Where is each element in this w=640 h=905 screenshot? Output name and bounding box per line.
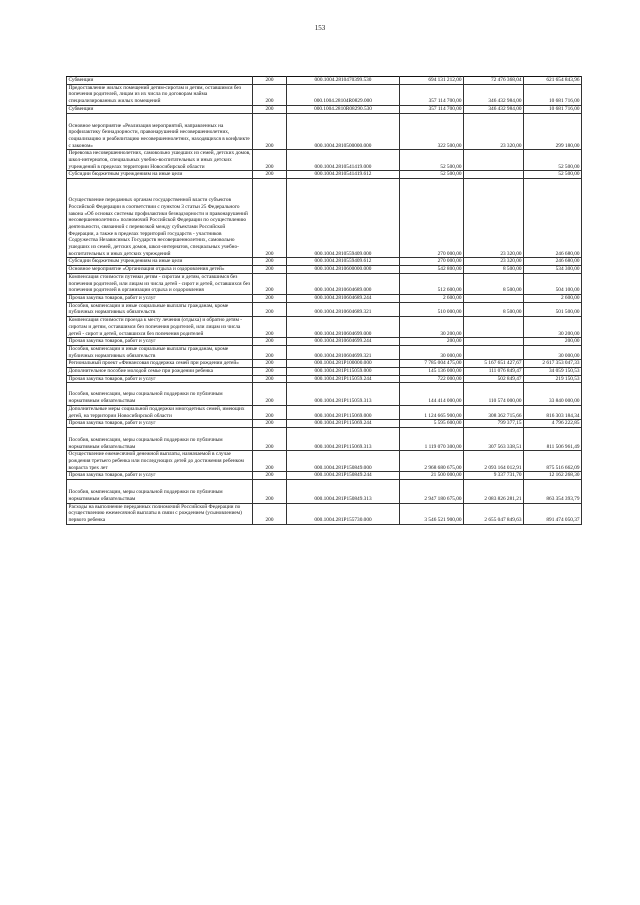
row-code-cell: 200 [253, 345, 287, 359]
row-approved-amount: 722 000,00 [400, 375, 464, 383]
row-name-cell: Предоставление жилых помещений детям-сиротам и детям, оставшимся без попечения родителей, лицам из их числа по договорам найма специализированных жилых помещений [67, 84, 253, 105]
row-name-cell: Пособия, компенсации, меры социальной поддержки по публичным нормативным обязательствам [67, 383, 253, 405]
row-kbk-cell: 000.1004.2810559409.612 [287, 258, 400, 266]
row-code-cell: 200 [253, 266, 287, 274]
row-unexecuted-amount: 30 200,00 [524, 317, 582, 338]
row-unexecuted-amount: 891 474 050,37 [524, 503, 582, 524]
row-code-cell: 200 [253, 273, 287, 294]
row-kbk-cell: 000.1004.2810604699.000 [287, 317, 400, 338]
row-executed-amount: 8 500,00 [464, 273, 524, 294]
row-approved-amount: 144 414 000,00 [400, 383, 464, 405]
table-row [67, 368, 582, 376]
row-executed-amount: 23 320,00 [464, 113, 524, 150]
row-executed-amount [464, 150, 524, 171]
row-kbk-cell: 000.1004.2810600000.000 [287, 266, 400, 274]
row-name-cell: Компенсация стоимости проезда к месту лечения (отдыха) и обратно детям - сиротам и детям, оставшимся без попечения родителей, или лицам из числа детей - сирот и детей, оставшихся без попечения родителей [67, 317, 253, 338]
row-approved-amount: 2 968 680 675,00 [400, 451, 464, 472]
row-approved-amount: 52 500,00 [400, 150, 464, 171]
row-code-cell: 200 [253, 258, 287, 266]
row-executed-amount: 110 574 000,00 [464, 383, 524, 405]
table-row [67, 113, 582, 150]
row-approved-amount: 21 500 000,00 [400, 472, 464, 480]
row-code-cell: 200 [253, 77, 287, 85]
row-name-cell: Прочая закупка товаров, работ и услуг [67, 472, 253, 480]
table-row [67, 383, 582, 405]
row-kbk-cell: 000.1004.28104R0829.000 [287, 84, 400, 105]
row-executed-amount [464, 171, 524, 179]
row-kbk-cell: 000.1004.2810604699.244 [287, 338, 400, 346]
row-executed-amount: 2 093 164 012,91 [464, 451, 524, 472]
row-approved-amount: 7 785 004 475,00 [400, 360, 464, 368]
row-executed-amount: 5 167 651 427,67 [464, 360, 524, 368]
row-name-cell: Прочая закупка товаров, работ и услуг [67, 420, 253, 428]
row-kbk-cell: 000.1004.281P150849.313 [287, 480, 400, 503]
table-row [67, 84, 582, 105]
row-unexecuted-amount: 816 303 184,34 [524, 405, 582, 419]
row-approved-amount: 542 800,00 [400, 266, 464, 274]
row-unexecuted-amount: 34 059 150,53 [524, 368, 582, 376]
table-row [67, 77, 582, 85]
page-number: 153 [314, 24, 326, 32]
row-executed-amount: 307 563 338,51 [464, 427, 524, 450]
row-name-cell: Прочая закупка товаров, работ и услуг [67, 375, 253, 383]
table-row [67, 302, 582, 316]
row-approved-amount: 694 131 212,00 [400, 77, 464, 85]
row-executed-amount [464, 317, 524, 338]
row-executed-amount: 308 362 715,66 [464, 405, 524, 419]
row-unexecuted-amount: 12 162 268,30 [524, 472, 582, 480]
row-unexecuted-amount: 875 516 662,09 [524, 451, 582, 472]
row-unexecuted-amount: 10 681 716,00 [524, 84, 582, 105]
row-unexecuted-amount: 299 180,00 [524, 113, 582, 150]
row-name-cell: Субсидии бюджетным учреждениям на иные цели [67, 258, 253, 266]
table-row [67, 503, 582, 524]
row-kbk-cell: 000.1004.2810604699.321 [287, 345, 400, 359]
row-code-cell: 200 [253, 480, 287, 503]
row-approved-amount: 52 500,00 [400, 171, 464, 179]
row-kbk-cell: 000.1004.281P115059.313 [287, 383, 400, 405]
row-approved-amount: 1 124 665 900,00 [400, 405, 464, 419]
row-name-cell: Основное мероприятие «Реализация мероприятий, направленных на профилактику безнадзорности, правонарушений несовершеннолетних, социализацию и реабилитацию несовершеннолетних, находящихся в конфликте с законом» [67, 113, 253, 150]
row-code-cell: 200 [253, 360, 287, 368]
row-name-cell: Осуществление переданных органам государственной власти субъектов Российской Федерации в соответствии с пунктом 3 статьи 25 Федерального закона «Об основах системы профилактики безнадзорности и правонарушений несовершеннолетних» полномочий Российской Федерации по осуществлению деятельности, связанной с перевозкой между субъектами Российской Федерации, а также в пределах территорий государств - участников Содружества Независимых Государств несовершеннолетних, самовольно ушедших из семей, детских домов, школ-интернатов, специальных учебно-воспитательных и иных детских учреждений [67, 179, 253, 258]
row-executed-amount: 8 500,00 [464, 266, 524, 274]
row-executed-amount [464, 338, 524, 346]
row-approved-amount: 510 000,00 [400, 302, 464, 316]
row-unexecuted-amount: 811 506 961,49 [524, 427, 582, 450]
table-row [67, 480, 582, 503]
row-name-cell: Перевозка несовершеннолетних, самовольно ушедших из семей, детских домов, школ-интернатов, специальных учебно-воспитательных и иных детских учреждений в пределах территории Новосибирской области [68, 150, 251, 170]
row-code-cell: 200 [253, 113, 287, 150]
row-code-cell: 200 [253, 294, 287, 302]
table-row [67, 266, 582, 274]
row-name-cell: Расходы на выполнение переданных полномочий Российской Федерации по осуществлению ежемесячной выплаты в связи с рождением (усыновлением) первого ребенка [67, 503, 253, 524]
table-row [67, 294, 582, 302]
row-executed-amount: 2 083 826 281,21 [464, 480, 524, 503]
row-code-cell: 200 [253, 383, 287, 405]
table-row [67, 472, 582, 480]
row-code-cell: 200 [253, 405, 287, 419]
row-kbk-cell: 000.1004.2810604689.000 [287, 273, 400, 294]
row-kbk-cell: 000.1004.281P155730.000 [287, 503, 400, 524]
table-row [67, 405, 582, 419]
row-kbk-cell: 000.1004.2810541419.000 [287, 150, 400, 171]
row-code-cell: 200 [253, 84, 287, 105]
row-unexecuted-amount: 52 500,00 [524, 171, 582, 179]
row-kbk-cell: 000.1004.2810604689.244 [287, 294, 400, 302]
row-name-cell: Основное мероприятие «Организация отдыха и оздоровления детей» [67, 266, 253, 274]
row-unexecuted-amount: 504 100,00 [524, 273, 582, 294]
row-approved-amount: 3 546 521 900,00 [400, 503, 464, 524]
row-name-cell: Субсидии бюджетным учреждениям на иные цели [67, 171, 253, 179]
row-approved-amount: 270 000,00 [400, 179, 464, 258]
row-name-cell: Пособия, компенсации, меры социальной поддержки по публичным нормативным обязательствам [67, 480, 253, 503]
row-executed-amount: 346 432 984,00 [464, 84, 524, 105]
row-name-cell: Пособия, компенсации и иные социальные выплаты гражданам, кроме публичных нормативных обязательств [67, 345, 253, 359]
row-unexecuted-amount: 621 654 843,96 [524, 77, 582, 85]
row-unexecuted-amount: 2 617 353 047,33 [524, 360, 582, 368]
table-row [67, 317, 582, 338]
row-approved-amount: 357 114 700,00 [400, 105, 464, 113]
row-approved-amount: 200,00 [400, 338, 464, 346]
row-executed-amount: 346 432 984,00 [464, 105, 524, 113]
table-row [67, 375, 582, 383]
table-row [67, 171, 582, 179]
row-unexecuted-amount: 246 680,00 [524, 258, 582, 266]
row-name-cell: Осуществление ежемесячной денежной выплаты, назначаемой в случае рождения третьего ребенка или последующих детей до достижения ребенком возраста трех лет [67, 451, 253, 472]
table-row [67, 420, 582, 428]
row-kbk-cell: 000.1004.2810500000.000 [287, 113, 400, 150]
row-unexecuted-amount: 534 300,00 [524, 266, 582, 274]
row-code-cell: 200 [253, 171, 287, 179]
row-kbk-cell: 000.1004.281P115059.244 [287, 375, 400, 383]
table-row [67, 345, 582, 359]
row-executed-amount: 111 076 849,47 [464, 368, 524, 376]
row-kbk-cell: 000.1004.281P115069.244 [287, 420, 400, 428]
row-approved-amount: 1 119 070 300,00 [400, 427, 464, 450]
row-approved-amount: 2 947 180 675,00 [400, 480, 464, 503]
row-kbk-cell: 000.1004.281P100000.000 [287, 360, 400, 368]
row-approved-amount: 30 000,00 [400, 345, 464, 359]
table-row [67, 273, 582, 294]
row-unexecuted-amount: 4 796 222,85 [524, 420, 582, 428]
row-unexecuted-amount: 219 150,53 [524, 375, 582, 383]
row-approved-amount: 30 200,00 [400, 317, 464, 338]
row-name-cell: Пособия, компенсации и иные социальные выплаты гражданам, кроме публичных нормативных обязательств [67, 302, 253, 316]
row-executed-amount: 9 337 731,70 [464, 472, 524, 480]
table-row [67, 150, 582, 171]
row-name-cell: Дополнительные меры социальной поддержки многодетных семей, имеющих детей, на территории Новосибирской области [67, 405, 253, 419]
row-code-cell: 200 [253, 472, 287, 480]
row-approved-amount: 357 114 700,00 [400, 84, 464, 105]
row-unexecuted-amount: 2 600,00 [524, 294, 582, 302]
table-row [67, 427, 582, 450]
row-executed-amount: 8 500,00 [464, 302, 524, 316]
row-kbk-cell: 000.1004.281P115069.000 [287, 405, 400, 419]
row-unexecuted-amount: 52 500,00 [524, 150, 582, 171]
row-unexecuted-amount: 30 000,00 [524, 345, 582, 359]
row-name-cell: Субвенции [67, 105, 253, 113]
row-code-cell: 200 [253, 105, 287, 113]
row-executed-amount: 23 320,00 [464, 179, 524, 258]
row-code-cell: 200 [253, 420, 287, 428]
row-name-cell: Прочая закупка товаров, работ и услуг [67, 294, 253, 302]
row-executed-amount: 2 655 047 849,63 [464, 503, 524, 524]
row-code-cell: 200 [253, 451, 287, 472]
row-executed-amount: 72 476 368,04 [464, 77, 524, 85]
row-code-cell: 200 [253, 179, 287, 258]
row-kbk-cell: 000.1004.281P150849.000 [287, 451, 400, 472]
row-code-cell: 200 [253, 503, 287, 524]
row-name-cell: Дополнительное пособие молодой семье при рождении ребенка [67, 368, 253, 376]
row-kbk-cell: 000.1004.2810541419.612 [287, 171, 400, 179]
row-kbk-cell: 000.1004.2810604689.321 [287, 302, 400, 316]
row-code-cell: 200 [253, 317, 287, 338]
row-unexecuted-amount: 863 354 393,79 [524, 480, 582, 503]
table-row [67, 179, 582, 258]
row-executed-amount: 799 377,15 [464, 420, 524, 428]
table-row [67, 105, 582, 113]
row-executed-amount [464, 345, 524, 359]
row-approved-amount: 512 600,00 [400, 273, 464, 294]
row-approved-amount: 5 595 600,00 [400, 420, 464, 428]
row-approved-amount: 322 500,00 [400, 113, 464, 150]
row-executed-amount: 23 320,00 [464, 258, 524, 266]
row-kbk-cell: 000.1004.281P115059.000 [287, 368, 400, 376]
row-kbk-cell: 000.1004.2810559409.000 [287, 179, 400, 258]
row-unexecuted-amount: 200,00 [524, 338, 582, 346]
row-name-cell: Пособия, компенсации, меры социальной поддержки по публичным нормативным обязательствам [67, 427, 253, 450]
row-kbk-cell: 000.1004.2810R08290.530 [287, 105, 400, 113]
row-code-cell: 200 [253, 427, 287, 450]
row-code-cell: 200 [253, 302, 287, 316]
budget-table-body [67, 77, 582, 525]
row-name-cell: Субвенции [67, 77, 253, 85]
row-approved-amount: 270 000,00 [400, 258, 464, 266]
row-unexecuted-amount: 33 840 000,00 [524, 383, 582, 405]
row-executed-amount: 502 849,47 [464, 375, 524, 383]
row-kbk-cell: 000.1004.2810470399.530 [287, 77, 400, 85]
budget-table [66, 76, 582, 525]
table-row [67, 451, 582, 472]
table-row [67, 360, 582, 368]
row-unexecuted-amount: 10 681 716,00 [524, 105, 582, 113]
row-name-cell: Прочая закупка товаров, работ и услуг [67, 338, 253, 346]
row-kbk-cell: 000.1004.281P115069.313 [287, 427, 400, 450]
row-unexecuted-amount: 501 500,00 [524, 302, 582, 316]
table-row [67, 338, 582, 346]
row-kbk-cell: 000.1004.281P150849.244 [287, 472, 400, 480]
row-approved-amount: 2 600,00 [400, 294, 464, 302]
row-code-cell: 200 [253, 338, 287, 346]
row-code-cell: 200 [253, 375, 287, 383]
table-row [67, 258, 582, 266]
row-code-cell: 200 [253, 368, 287, 376]
row-name-cell: Региональный проект «Финансовая поддержка семей при рождении детей» [67, 360, 253, 368]
row-unexecuted-amount: 246 680,00 [524, 179, 582, 258]
row-code-cell: 200 [253, 150, 287, 171]
row-name-cell: Компенсация стоимости путевки детям - сиротам и детям, оставшимся без попечения родителей, или лицам из числа детей - сирот и детей, оставшихся без попечения родителей в организации отдыха и оздоровления [67, 273, 253, 294]
row-executed-amount [464, 294, 524, 302]
row-approved-amount: 145 136 000,00 [400, 368, 464, 376]
